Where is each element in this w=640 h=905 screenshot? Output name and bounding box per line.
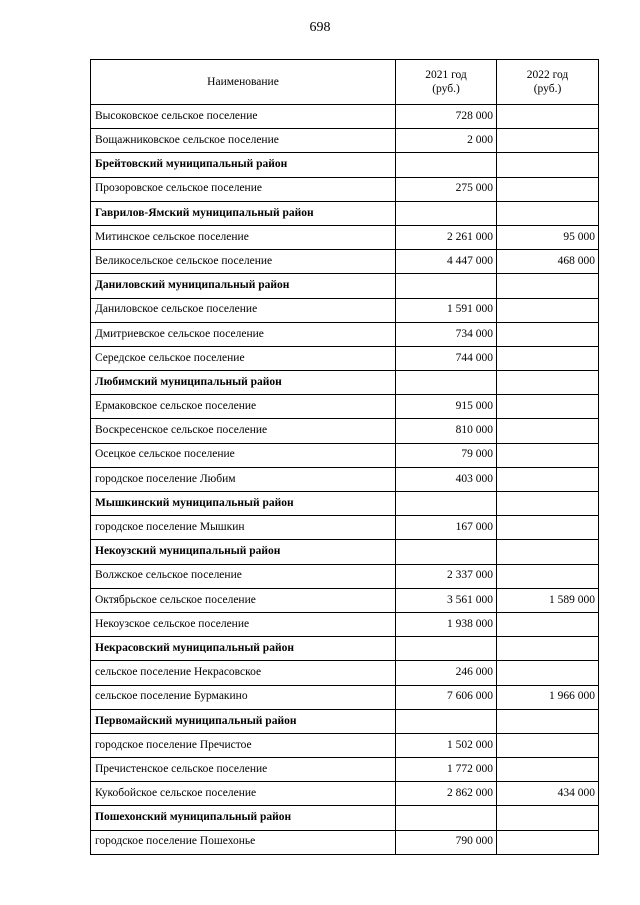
settlement-name: городское поселение Пошехонье	[91, 830, 396, 854]
settlement-name: городское поселение Мышкин	[91, 516, 396, 540]
amount-2021: 790 000	[396, 830, 497, 854]
amount-2022	[497, 806, 599, 830]
settlement-name: Ермаковское сельское поселение	[91, 395, 396, 419]
district-name: Любимский муниципальный район	[91, 371, 396, 395]
table-row	[91, 588, 599, 612]
table-row	[91, 661, 599, 685]
settlement-name: Волжское сельское поселение	[91, 564, 396, 588]
amount-2021	[396, 153, 497, 177]
district-header-row	[91, 709, 599, 733]
amount-2022	[497, 419, 599, 443]
table-row	[91, 516, 599, 540]
header-2022-unit: (руб.)	[533, 83, 562, 95]
settlement-name: Некоузское сельское поселение	[91, 612, 396, 636]
amount-2021	[396, 806, 497, 830]
district-name: Некоузский муниципальный район	[91, 540, 396, 564]
settlement-name: Октябрьское сельское поселение	[91, 588, 396, 612]
district-header-row	[91, 806, 599, 830]
district-header-row	[91, 637, 599, 661]
header-name	[91, 60, 396, 105]
table-row	[91, 298, 599, 322]
district-header-row	[91, 201, 599, 225]
amount-2021: 79 000	[396, 443, 497, 467]
amount-2021: 167 000	[396, 516, 497, 540]
amount-2022	[497, 105, 599, 129]
amount-2022	[497, 177, 599, 201]
amount-2022	[497, 564, 599, 588]
district-name: Некрасовский муниципальный район	[91, 637, 396, 661]
amount-2021: 403 000	[396, 467, 497, 491]
district-header-row	[91, 153, 599, 177]
amount-2021: 915 000	[396, 395, 497, 419]
table-header-row	[91, 60, 599, 105]
amount-2021	[396, 371, 497, 395]
amount-2021: 4 447 000	[396, 250, 497, 274]
amount-2021	[396, 637, 497, 661]
table-row	[91, 733, 599, 757]
settlement-name: Прозоровское сельское поселение	[91, 177, 396, 201]
amount-2022: 434 000	[497, 782, 599, 806]
settlement-name: Вощажниковское сельское поселение	[91, 129, 396, 153]
amount-2022	[497, 443, 599, 467]
header-2021	[396, 60, 497, 105]
amount-2021: 2 337 000	[396, 564, 497, 588]
table-row	[91, 782, 599, 806]
amount-2021	[396, 274, 497, 298]
settlement-name: Пречистенское сельское поселение	[91, 758, 396, 782]
settlement-name: Кукобойское сельское поселение	[91, 782, 396, 806]
amount-2021: 2 000	[396, 129, 497, 153]
table-row	[91, 419, 599, 443]
table-row	[91, 830, 599, 854]
settlement-name: Середское сельское поселение	[91, 346, 396, 370]
amount-2021	[396, 540, 497, 564]
table-row	[91, 322, 599, 346]
amount-2021: 744 000	[396, 346, 497, 370]
amount-2022	[497, 395, 599, 419]
page-number: 698	[309, 20, 331, 35]
header-2021-year: 2021 год	[425, 68, 467, 81]
amount-2021: 1 502 000	[396, 733, 497, 757]
table-row	[91, 105, 599, 129]
header-2022-year: 2022 год	[526, 68, 569, 81]
allocation-table	[90, 59, 599, 855]
amount-2022	[497, 371, 599, 395]
district-name: Гаврилов-Ямский муниципальный район	[91, 201, 396, 225]
district-name: Брейтовский муниципальный район	[91, 153, 396, 177]
amount-2021: 7 606 000	[396, 685, 497, 709]
table-row	[91, 129, 599, 153]
amount-2022	[497, 758, 599, 782]
settlement-name: сельское поселение Бурмакино	[91, 685, 396, 709]
amount-2022: 1 589 000	[497, 588, 599, 612]
amount-2021: 3 561 000	[396, 588, 497, 612]
amount-2022	[497, 733, 599, 757]
settlement-name: Митинское сельское поселение	[91, 225, 396, 249]
table-row	[91, 225, 599, 249]
amount-2022	[497, 322, 599, 346]
district-name: Даниловский муниципальный район	[91, 274, 396, 298]
amount-2021: 275 000	[396, 177, 497, 201]
district-name: Пошехонский муниципальный район	[91, 806, 396, 830]
district-header-row	[91, 274, 599, 298]
table-row	[91, 250, 599, 274]
settlement-name: городское поселение Пречистое	[91, 733, 396, 757]
district-header-row	[91, 492, 599, 516]
amount-2022	[497, 516, 599, 540]
header-2021-unit: (руб.)	[432, 83, 460, 95]
table-row	[91, 467, 599, 491]
amount-2022	[497, 492, 599, 516]
settlement-name: городское поселение Любим	[91, 467, 396, 491]
amount-2021: 2 261 000	[396, 225, 497, 249]
table-row	[91, 443, 599, 467]
settlement-name: Воскресенское сельское поселение	[91, 419, 396, 443]
table-row	[91, 685, 599, 709]
amount-2021: 2 862 000	[396, 782, 497, 806]
table-body	[91, 105, 599, 855]
amount-2021: 728 000	[396, 105, 497, 129]
settlement-name: Высоковское сельское поселение	[91, 105, 396, 129]
amount-2022	[497, 298, 599, 322]
district-header-row	[91, 540, 599, 564]
settlement-name: сельское поселение Некрасовское	[91, 661, 396, 685]
amount-2021: 734 000	[396, 322, 497, 346]
settlement-name: Великосельское сельское поселение	[91, 250, 396, 274]
amount-2022	[497, 467, 599, 491]
amount-2022: 468 000	[497, 250, 599, 274]
amount-2022	[497, 637, 599, 661]
amount-2021: 1 772 000	[396, 758, 497, 782]
amount-2022	[497, 153, 599, 177]
amount-2022: 95 000	[497, 225, 599, 249]
amount-2022	[497, 540, 599, 564]
settlement-name: Осецкое сельское поселение	[91, 443, 396, 467]
table-row	[91, 612, 599, 636]
header-2022	[497, 60, 599, 105]
amount-2022	[497, 661, 599, 685]
table-row	[91, 564, 599, 588]
district-header-row	[91, 371, 599, 395]
amount-2022: 1 966 000	[497, 685, 599, 709]
district-name: Мышкинский муниципальный район	[91, 492, 396, 516]
amount-2021	[396, 201, 497, 225]
amount-2022	[497, 830, 599, 854]
amount-2022	[497, 612, 599, 636]
amount-2022	[497, 709, 599, 733]
amount-2022	[497, 201, 599, 225]
table-row	[91, 758, 599, 782]
amount-2021	[396, 709, 497, 733]
amount-2021: 810 000	[396, 419, 497, 443]
header-name-label: Наименование	[207, 75, 279, 88]
settlement-name: Дмитриевское сельское поселение	[91, 322, 396, 346]
amount-2022	[497, 129, 599, 153]
district-name: Первомайский муниципальный район	[91, 709, 396, 733]
amount-2022	[497, 274, 599, 298]
table-row	[91, 346, 599, 370]
amount-2021	[396, 492, 497, 516]
amount-2021: 246 000	[396, 661, 497, 685]
table-row	[91, 395, 599, 419]
settlement-name: Даниловское сельское поселение	[91, 298, 396, 322]
amount-2022	[497, 346, 599, 370]
amount-2021: 1 591 000	[396, 298, 497, 322]
table-row	[91, 177, 599, 201]
amount-2021: 1 938 000	[396, 612, 497, 636]
